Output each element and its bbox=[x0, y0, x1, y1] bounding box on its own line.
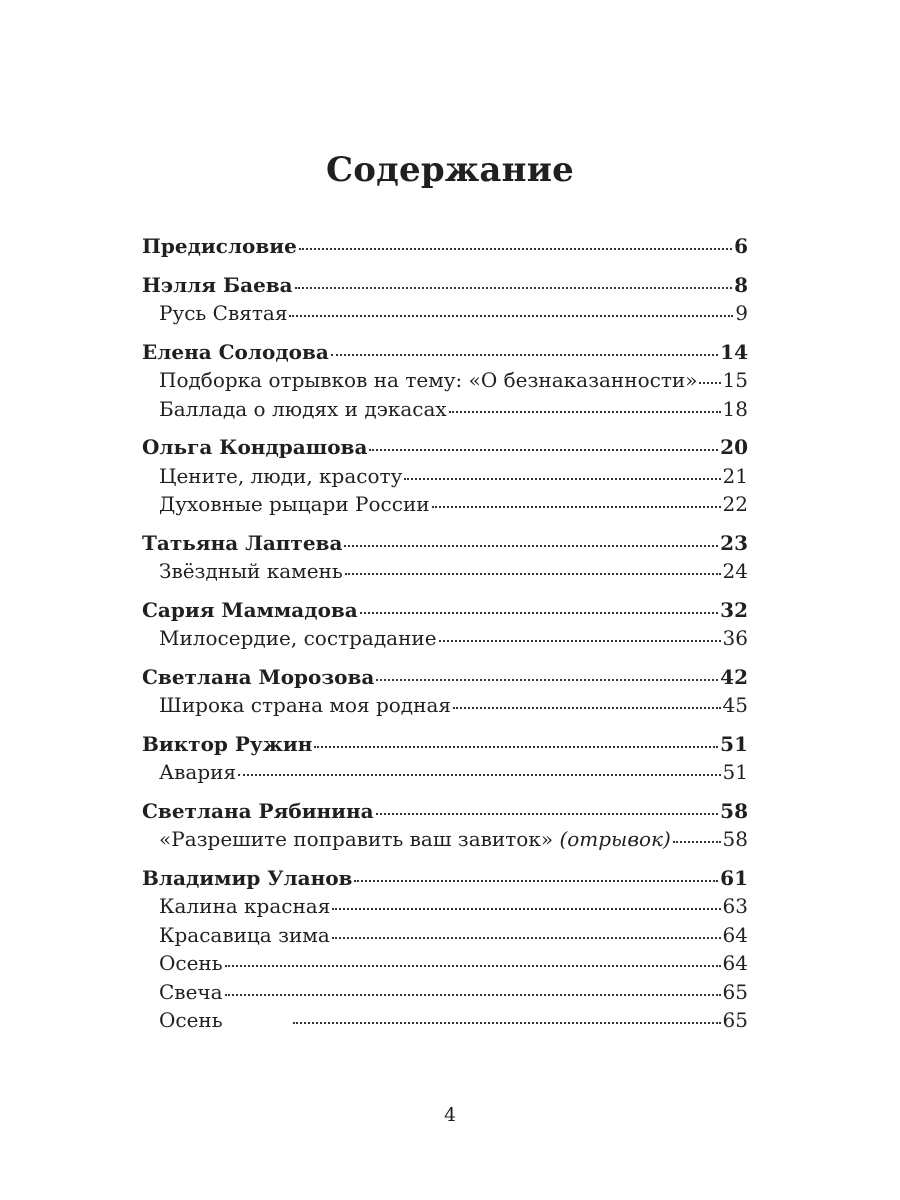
dot-leader bbox=[332, 908, 720, 910]
toc-work-title bbox=[159, 825, 671, 854]
dot-leader bbox=[299, 248, 732, 250]
dot-leader bbox=[376, 679, 718, 681]
toc-author-name: Сария Маммадова bbox=[142, 597, 358, 622]
toc-page-number: 64 bbox=[722, 951, 748, 975]
toc-page-number: 51 bbox=[720, 731, 748, 756]
toc-work-title-text: Звёздный камень bbox=[159, 559, 343, 583]
toc-entry-work[interactable] bbox=[142, 299, 748, 328]
toc-work-title-text: Осень bbox=[159, 1008, 223, 1032]
dot-leader bbox=[449, 411, 721, 413]
toc-entry-author[interactable] bbox=[142, 338, 748, 367]
toc-work-title-text: Красавица зима bbox=[159, 922, 330, 947]
toc-page-number: 51 bbox=[722, 760, 748, 784]
toc-author-name: Нэлля Баева bbox=[142, 272, 293, 297]
toc-section bbox=[142, 596, 748, 653]
toc-entry-work[interactable] bbox=[142, 395, 748, 424]
toc-entry-work[interactable] bbox=[142, 921, 748, 950]
toc-page-number: 6 bbox=[734, 234, 748, 258]
toc-entry-author[interactable] bbox=[142, 663, 748, 692]
toc-page-number: 42 bbox=[720, 664, 748, 689]
toc-author-name: Светлана Морозова bbox=[142, 664, 375, 689]
toc-author-name: Владимир Уланов bbox=[142, 865, 353, 890]
toc-work-title-text: «Разрешите поправить ваш завиток» bbox=[159, 827, 554, 851]
toc-work-title bbox=[159, 758, 236, 787]
dot-leader bbox=[293, 1022, 721, 1024]
toc-page-number: 65 bbox=[722, 1008, 748, 1032]
toc-page-number: 9 bbox=[735, 301, 748, 325]
dot-leader bbox=[345, 573, 721, 575]
toc-work-title bbox=[159, 395, 447, 424]
page-title: Содержание bbox=[326, 150, 574, 190]
toc-author-name: Предисловие bbox=[142, 234, 297, 258]
toc-section bbox=[142, 864, 748, 1035]
toc-work-title-text: Широка страна моя родная bbox=[159, 693, 451, 717]
toc-page-number: 61 bbox=[720, 865, 748, 890]
toc-section bbox=[142, 663, 748, 720]
toc-page-number: 32 bbox=[720, 597, 748, 622]
toc-page-number: 58 bbox=[722, 827, 748, 851]
dot-leader bbox=[439, 640, 721, 642]
toc-page-number: 20 bbox=[720, 435, 748, 459]
toc-section bbox=[142, 433, 748, 519]
table-of-contents bbox=[142, 232, 748, 1045]
toc-entry-work[interactable] bbox=[142, 1006, 748, 1035]
toc-author-name: Елена Солодова bbox=[142, 339, 329, 364]
toc-work-title bbox=[159, 1006, 223, 1035]
dot-leader bbox=[404, 478, 720, 480]
toc-work-title-text: Цените, люди, красоту bbox=[159, 463, 403, 488]
toc-work-title bbox=[159, 557, 343, 586]
dot-leader bbox=[225, 965, 721, 967]
toc-entry-author[interactable] bbox=[142, 596, 748, 625]
dot-leader bbox=[376, 813, 719, 815]
toc-entry-work[interactable] bbox=[142, 825, 748, 854]
toc-work-title-text: Свеча bbox=[159, 979, 223, 1004]
toc-section bbox=[142, 232, 748, 261]
toc-work-title bbox=[159, 366, 697, 395]
toc-entry-work[interactable] bbox=[142, 758, 748, 787]
toc-entry-work[interactable] bbox=[142, 691, 748, 720]
toc-work-title-text: Осень bbox=[159, 951, 223, 975]
toc-section bbox=[142, 797, 748, 854]
toc-work-title bbox=[159, 624, 437, 653]
dot-leader bbox=[432, 506, 721, 508]
toc-entry-work[interactable] bbox=[142, 978, 748, 1007]
dot-leader bbox=[344, 545, 718, 547]
toc-section bbox=[142, 271, 748, 328]
dot-leader bbox=[699, 382, 720, 384]
toc-page-number: 14 bbox=[720, 339, 748, 364]
toc-entry-work[interactable] bbox=[142, 462, 748, 491]
toc-entry-author[interactable] bbox=[142, 730, 748, 759]
toc-page-number: 65 bbox=[722, 979, 748, 1004]
dot-leader bbox=[369, 449, 718, 451]
dot-leader bbox=[360, 612, 718, 614]
toc-page-number: 63 bbox=[722, 894, 748, 918]
toc-page-number: 58 bbox=[720, 798, 748, 823]
toc-work-title bbox=[159, 490, 430, 519]
toc-page-number: 45 bbox=[722, 693, 748, 717]
toc-entry-work[interactable] bbox=[142, 624, 748, 653]
toc-work-title-text: Духовные рыцари России bbox=[159, 492, 430, 516]
dot-leader bbox=[673, 841, 721, 843]
toc-page-number: 36 bbox=[722, 626, 748, 650]
toc-work-title bbox=[159, 299, 287, 328]
dot-leader bbox=[225, 994, 721, 996]
toc-work-title-text: Русь Святая bbox=[159, 301, 288, 325]
dot-leader bbox=[238, 774, 720, 776]
toc-work-title bbox=[159, 691, 451, 720]
toc-work-title bbox=[159, 921, 330, 950]
toc-entry-work[interactable] bbox=[142, 490, 748, 519]
toc-work-title bbox=[159, 978, 223, 1007]
toc-entry-work[interactable] bbox=[142, 557, 748, 586]
toc-section bbox=[142, 529, 748, 586]
toc-work-title-text: Калина красная bbox=[159, 894, 331, 918]
toc-work-title bbox=[159, 949, 223, 978]
toc-author-name: Татьяна Лаптева bbox=[142, 530, 343, 555]
toc-page-number: 23 bbox=[720, 530, 748, 555]
toc-author-name: Светлана Рябинина bbox=[142, 798, 374, 823]
toc-work-title bbox=[159, 892, 330, 921]
toc-entry-work[interactable] bbox=[142, 892, 748, 921]
toc-entry-author[interactable] bbox=[142, 797, 748, 826]
toc-work-title-text: Баллада о людях и дэкасах bbox=[159, 396, 447, 421]
dot-leader bbox=[295, 287, 732, 289]
toc-work-title-text: Подборка отрывков на тему: «О безнаказанности» bbox=[159, 368, 698, 392]
page-number: 4 bbox=[443, 1104, 457, 1126]
toc-section bbox=[142, 338, 748, 424]
toc-page-number: 64 bbox=[722, 922, 748, 947]
toc-page-number: 22 bbox=[722, 492, 748, 516]
toc-entry-author[interactable] bbox=[142, 433, 748, 462]
toc-entry-author[interactable] bbox=[142, 271, 748, 300]
toc-entry-work[interactable] bbox=[142, 949, 748, 978]
toc-work-title-text: Милосердие, сострадание bbox=[159, 626, 437, 650]
toc-page-number: 8 bbox=[734, 272, 748, 297]
toc-page-number: 15 bbox=[722, 368, 748, 392]
toc-page-number: 21 bbox=[722, 463, 748, 488]
dot-leader bbox=[332, 937, 721, 939]
toc-work-note: (отрывок) bbox=[559, 827, 671, 851]
toc-section bbox=[142, 730, 748, 787]
dot-leader bbox=[354, 880, 718, 882]
toc-page-number: 18 bbox=[722, 396, 748, 421]
dot-leader bbox=[453, 707, 721, 709]
toc-work-title-text: Авария bbox=[159, 760, 237, 784]
toc-entry-author[interactable] bbox=[142, 864, 748, 893]
toc-page-number: 24 bbox=[722, 559, 748, 583]
toc-author-name: Ольга Кондрашова bbox=[142, 435, 368, 459]
toc-entry-author[interactable] bbox=[142, 232, 748, 261]
toc-entry-work[interactable] bbox=[142, 366, 748, 395]
toc-entry-author[interactable] bbox=[142, 529, 748, 558]
toc-author-name: Виктор Ружин bbox=[142, 731, 313, 756]
dot-leader bbox=[314, 746, 718, 748]
dot-leader bbox=[331, 354, 718, 356]
dot-leader bbox=[289, 315, 733, 317]
toc-work-title bbox=[159, 462, 402, 491]
